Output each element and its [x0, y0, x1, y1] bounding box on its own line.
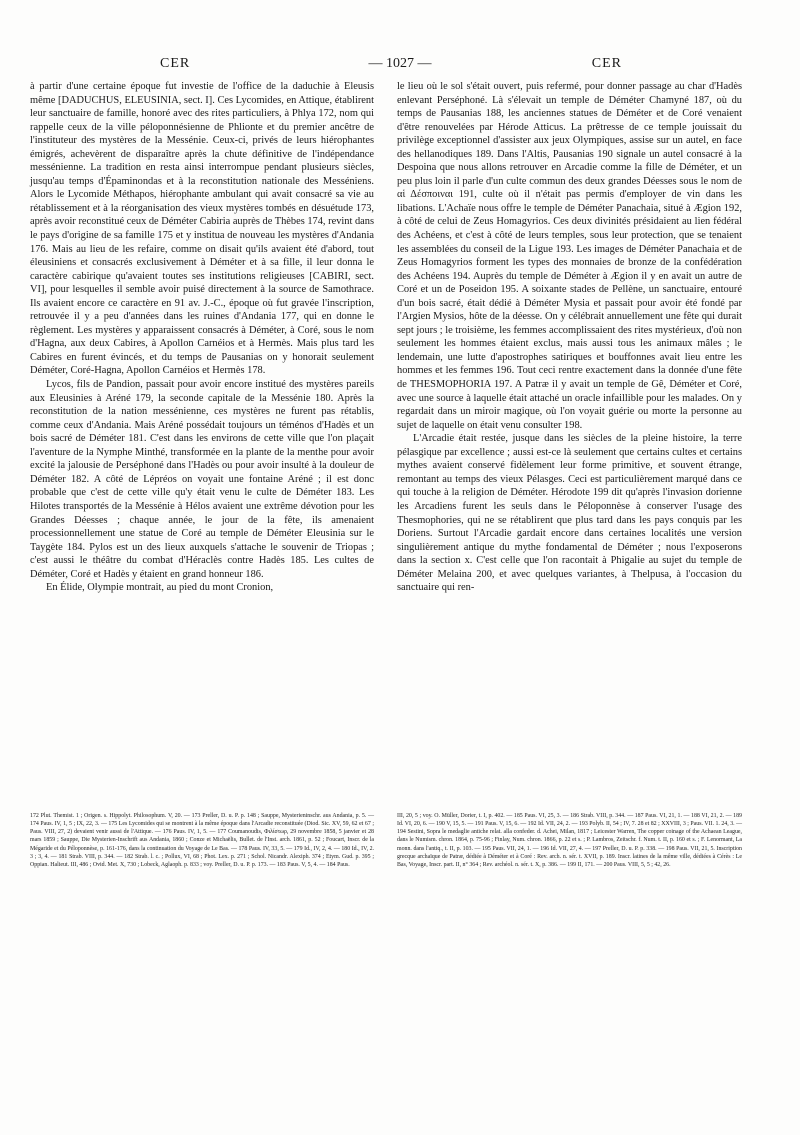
paragraph: L'Arcadie était restée, jusque dans les siècles de la pleine histoire, la terre pélasgique par excellence ; aussi est-ce là seulement que certains cultes et certains mythes avaient conservé fidèlement leur forme primitive, et souvent étrange, remontant au temps des vieux Pélasges. Ceci est particulièrement marqué dans ce qui touche à la religion de Déméter. Hérodote 199 dit qu'après l'invasion dorienne les Arcadiens furent les seuls dans le Péloponnèse à conserver l'usage des Thesmophories, qui ne se rétablirent que plus tard dans les pays conquis par les Doriens. Surtout l'Arcadie gardait encore dans certaines localités une version singulièrement antique du mythe fondamental de Déméter ; nous l'exposerons dans la section x. C'est celle que l'on racontait à Phigalie au sujet du temple de Déméter Melaina 200, et avec quelques variantes, à Thelpusa, à l'occasion du sanctuaire qui ren- [397, 433, 742, 594]
running-head-right: CER [591, 56, 622, 71]
paragraph: En Élide, Olympie montrait, au pied du mont Cronion, [46, 582, 274, 594]
footnotes-right: III, 20, 5 ; voy. O. Müller, Dorier, t. I, p. 402. — 185 Paus. VI, 25, 3. — 186 Strab. VIII, p. 344. — 187 Paus. VI, 21, 1. — 188 VI, 21, 2. — 189 Id. VI, 20, 6. — 190 V, 15, 5. — 191 Paus. V, 15, 6. — 192 Id. VII, 24, 2. — 193 Polyb. II, 54 ; IV, 7. 28 et 82 ; XXVIII, 3 ; Paus. VII. 1. 24, 3. — 194 Sestini, Sopra le medaglie antiche relat. alla confeder. d. Achei, Milan, 1817 ; Leicester Warren, The copper coinage of the Achaean League, dans le Numism. chron. 1864, p. 75-96 ; Finlay, Num. chron. 1866, p. 22 et s. ; P. Lambros, Zeitschr. f. Num. t. II, p. 160 et s. ; F. Lenormant, La monn. dans l'antiq., t. II, p. 103. — 195 Paus. VII, 24, 1. — 196 Id. VII, 27, 4. — 197 Preller, D. u. P. p. 338. — 198 Paus. VII, 21, 5. Inscription grecque archaïque de Patræ, dédiée à Déméter et à Coré : Rev. arch. n. sér. t. XVII, p. 189. Inscr. latines de la même ville, dédiées à Cérès : Le Bas, Voyage, Inscr. part. II, n° 364 ; Rev. archéol. n. sér. t. X, p. 386. — 199 II, 171. — 200 Paus. VIII, 5, 5 ; 42, 26. [397, 813, 742, 868]
right-column [397, 80, 742, 595]
paragraph: le lieu où le sol s'était ouvert, puis refermé, pour donner passage au char d'Hadès enlevant Perséphoné. Là s'élevait un temple de Déméter Chamyné 187, où du temps de Pausanias 188, les anciennes statues de Déméter et de Coré venaient d'être renouvelées par Hérode Atticus. La prêtresse de ce temple jouissait du privilège exceptionnel d'assister aux jeux Olympiques, assise sur un autel, en face des hellanodiques 189. Dans l'Altis, Pausanias 190 signale un autel consacré à la Despoina que nous allons retrouver en Arcadie comme la fille de Déméter, et un peu plus loin il parle d'un culte commun des deux grandes Déesses sous le nom de αἱ Δέσποιναι 191, culte où il n'était pas permis d'employer de vin dans les libations. L'Achaïe nous offre le temple de Déméter Panachaia, situé à Ægion 192, à côté de celui de Zeus Homagyrios. Ces deux divinités présidaient au lien fédéral des Achéens, et c'est à côté de leurs temples, sous leur protection, que se tenaient les assemblées du conseil de la Ligue 193. Les images de Déméter Panachaia et de Zeus Homagyrios forment les types des monnaies de bronze de la confédération des Achéens 194. Auprès du temple de Déméter à Ægion il y en avait un autre de Coré et un de Poseidon 195. A soixante stades de Pellène, un sanctuaire, entouré d'un bois sacré, était dédié à Déméter Mysia et passait pour avoir été fondé par l'Argien Mysios, hôte de la déesse. On y célébrait annuellement une fête qui durait sept jours ; le troisième, les femmes accomplissaient des rites mystérieux, d'où non seulement les hommes étaient exclus, mais aussi tous les animaux mâles ; le lendemain, une lutte d'apostrophes satiriques et bouffonnes avait lieu entre les hommes et les femmes 196. Tout ceci rentre exactement dans la donnée d'une fête de THESMOPHORIA 197. A Patræ il y avait un temple de Gê, Déméter et Coré, avec une source à laquelle était attaché un oracle infaillible pour les malades. On y regardait dans un miroir magique, où l'on voyait guérie ou morte la personne au sujet de laquelle on était venu consulter 198. [397, 81, 742, 431]
paragraph: à partir d'une certaine époque fut investie de l'office de la daduchie à Eleusis même [DADUCHUS, ELEUSINIA, sect. I]. Ces Lycomides, en Attique, établirent leur sanctuaire de famille, honoré avec des rites particuliers, à Phlya 172, nom qui rappelle ceux de la ville péloponnésienne de Phlionte et du premier ancêtre de l'instituteur des mystères de la Messénie. Ceux-ci, privés de leurs hiérophantes émigrés, achevèrent de disparaître après la chute définitive de l'indépendance messénienne. La tradition en resta ainsi interrompue pendant plusieurs siècles, jusqu'au temps d'Épaminondas et à la reconstitution nationale des Messéniens. Alors le Lycomide Méthapos, hiérophante ambulant qui avait consacré sa vie au rétablissement et à la réorganisation des vieux mystères tombés en désuétude 173, après avoir reconstitué ceux de Déméter Cabiria auprès de Thèbes 174, revint dans le pays d'origine de sa famille 175 et y institua de nouveau les mystères d'Andania 176. Mais au lieu de les refaire, comme on disait qu'ils avaient été d'abord, tout éleusiniens et consacrés exclusivement à Déméter et à sa fille, il leur donna le caractère cabirique qu'avaient toutes ses institutions religieuses [CABIRI, sect. VI], pour lesquelles il semble avoir puisé directement à la source de Samothrace. Ils avaient encore ce caractère en 91 av. J.-C., époque où fut gravée l'inscription, retrouvée il y a peu d'années dans les ruines d'Andania 177, qui en donne le règlement. Les mystères y apparaissent consacrés à Déméter, à Coré, sous le nom d'Hagna, aux deux Cabires, à Apollon Carnéios et à Hermès. Mais plus tard les Cabires en furent évincés, et du temps de Pausanias on y honorait seulement Déméter, Coré-Hagna, Apollon Carnéios et Hermès 178. [30, 81, 375, 377]
paragraph: Lycos, fils de Pandion, passait pour avoir encore institué des mystères pareils aux Eleusinies à Aréné 179, la seconde capitale de la Messénie 180. Après la reconstitution de la nation messénienne, ces mystères ne furent pas rétablis, comme ceux d'Andania. Mais Aréné possédait toujours un téménos d'Hadès et un bois sacré de Déméter 181. C'est dans les environs de cette ville que l'on plaçait l'aventure de la Nymphe Minthé, transformée en la plante de la menthe pour avoir excité la jalousie de Perséphoné dans l'Hadès ou pour avoir insulté à la douleur de Déméter 182. A côté de Lépréos on voyait une fontaine Aréné ; il est donc probable que c'est de cette ville qu'y était venu le culte de Déméter 183. Les Hilotes transportés de la Messénie à Hélos avaient une extrême dévotion pour les Grandes Déesses ; chaque année, le jour de la fête, ils amenaient processionnellement une statue de Coré au temple de Déméter Eleusinia sur le Taygète 184. Pylos est un des lieux auxquels s'attache le souvenir de Triopas ; c'est aussi le théâtre du combat d'Héraclès contre Hadès 185. Les cultes de Déméter, Coré et Hadès y étaient en grand honneur 186. [30, 379, 374, 580]
page-header [28, 56, 772, 76]
running-head-left: CER [160, 56, 191, 71]
page-number: — 1027 — [368, 56, 432, 71]
footnotes-left: 172 Plut. Themist. 1 ; Origen. s. Hippolyt. Philosophum. V, 20. — 173 Preller, D. u. P. p. 148 ; Sauppe, Mysterieninschr. aus Andania, p. 5. — 174 Paus. IV, 1, 5 ; IX, 22, 3. — 175 Les Lycomides qui se montrent à la même époque dans l'Arcadie reconstituée (Diod. Sic. XV, 59, 62 et 67 ; Paus. VIII, 27, 2) devaient venir aussi de l'Attique. — 176 Paus. IV, 1, 5. — 177 Coumanoudis, Φιλίστωρ, 29 novembre 1858, 5 janvier et 28 mars 1859 ; Sauppe, Die Mysterien-Inschrift aus Andania, 1860 ; Conze et Michaëlis, Bullet. de l'Inst. arch. 1861, p. 52 ; Foucart, Inscr. de la Mégaride et du Péloponnèse, p. 161-176, dans la continuation du Voyage de Le Bas. — 178 Paus. IV, 33, 5. — 179 Id., IV, 2, 4. — 180 Id., IV, 2. 3 ; 3, 4. — 181 Strab. VIII, p. 344. — 182 Strab. l. c. ; Pollux, VI, 68 ; Phot. Lex. p. 271 ; Schol. Nicandr. Alexiph. 374 ; Etym. Gud. p. 395 ; Oppian. Halieut. III, 486 ; Ovid. Met. X, 730 ; Lobeck, Aglaoph. p. 833 ; voy. Preller, D. u. P. p. 173. — 183 Paus. V, 5, 4. — 184 Paus. [30, 813, 374, 868]
left-column [30, 80, 374, 595]
